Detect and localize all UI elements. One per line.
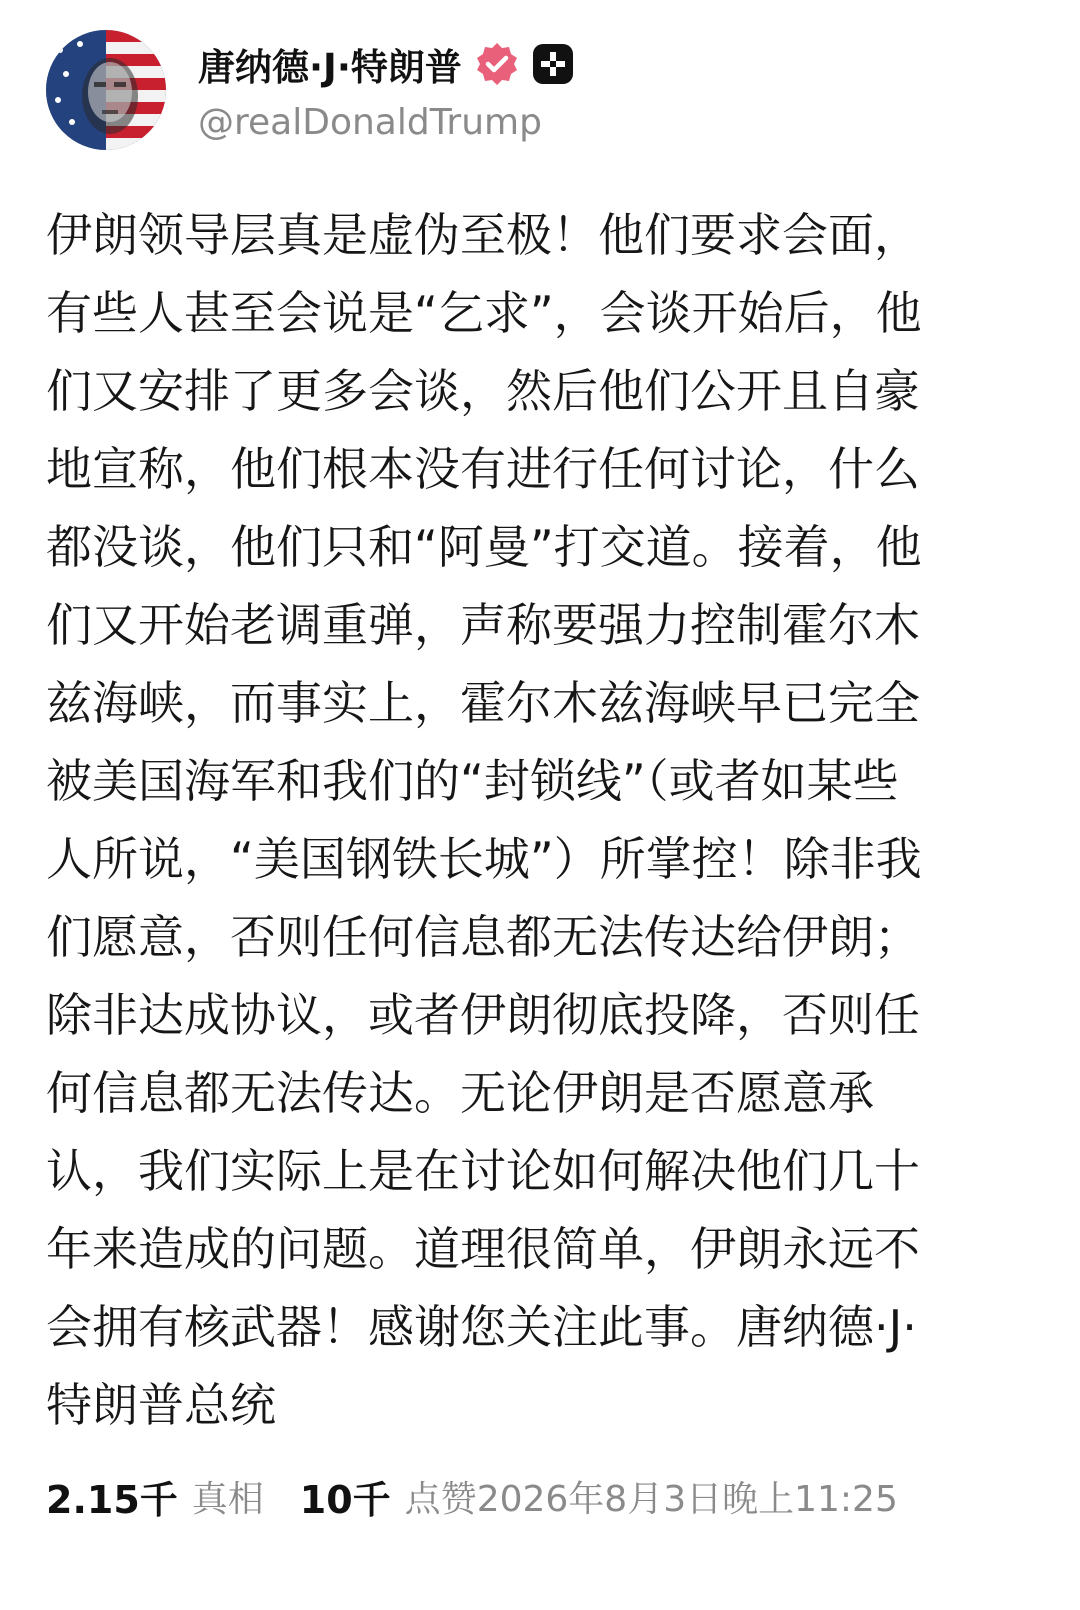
- post-line: 们又安排了更多会谈，然后他们公开且自豪: [46, 364, 920, 418]
- post-header: [46, 30, 1036, 150]
- truths-count[interactable]: 2.15千: [46, 1477, 178, 1522]
- post-line: 会拥有核武器！感谢您关注此事。唐纳德·J·: [46, 1300, 917, 1354]
- post-line: 特朗普总统: [46, 1378, 276, 1432]
- post-line: 都没谈，他们只和“阿曼”打交道。接着，他: [46, 520, 922, 574]
- plus-badge-icon: [532, 43, 574, 85]
- post-body: [46, 196, 1006, 1436]
- avatar[interactable]: [46, 30, 166, 150]
- verified-badge-icon: [474, 41, 520, 87]
- post-line: 被美国海军和我们的“封锁线”（或者如某些: [46, 754, 899, 808]
- post-line: 认，我们实际上是在讨论如何解决他们几十: [46, 1144, 920, 1198]
- post-line: 人所说，“美国钢铁长城”）所掌控！除非我: [46, 832, 922, 886]
- post-timestamp: 2026年8月3日晚上11:25: [476, 1478, 898, 1520]
- likes-label[interactable]: 点赞: [404, 1478, 477, 1520]
- likes-count[interactable]: 10千: [299, 1477, 391, 1522]
- post-line: 有些人甚至会说是“乞求”，会谈开始后，他: [46, 286, 922, 340]
- post-line: 伊朗领导层真是虚伪至极！他们要求会面，: [46, 208, 920, 262]
- post-line: 们愿意，否则任何信息都无法传达给伊朗；: [46, 910, 920, 964]
- post-line: 除非达成协议，或者伊朗彻底投降，否则任: [46, 988, 920, 1042]
- post-line: 们又开始老调重弹，声称要强力控制霍尔木: [46, 598, 920, 652]
- display-name[interactable]: 唐纳德·J·特朗普: [198, 46, 462, 89]
- user-handle[interactable]: @realDonaldTrump: [198, 102, 542, 143]
- author-row: [198, 36, 574, 92]
- flag-portrait-avatar-icon: [46, 30, 166, 150]
- post-stats: [46, 1466, 1036, 1526]
- post-line: 地宣称，他们根本没有进行任何讨论，什么: [46, 442, 920, 496]
- post-line: 年来造成的问题。道理很简单，伊朗永远不: [46, 1222, 920, 1276]
- truths-label[interactable]: 真相: [191, 1478, 264, 1520]
- post-line: 何信息都无法传达。无论伊朗是否愿意承: [46, 1066, 874, 1120]
- post-line: 兹海峡，而事实上，霍尔木兹海峡早已完全: [46, 676, 920, 730]
